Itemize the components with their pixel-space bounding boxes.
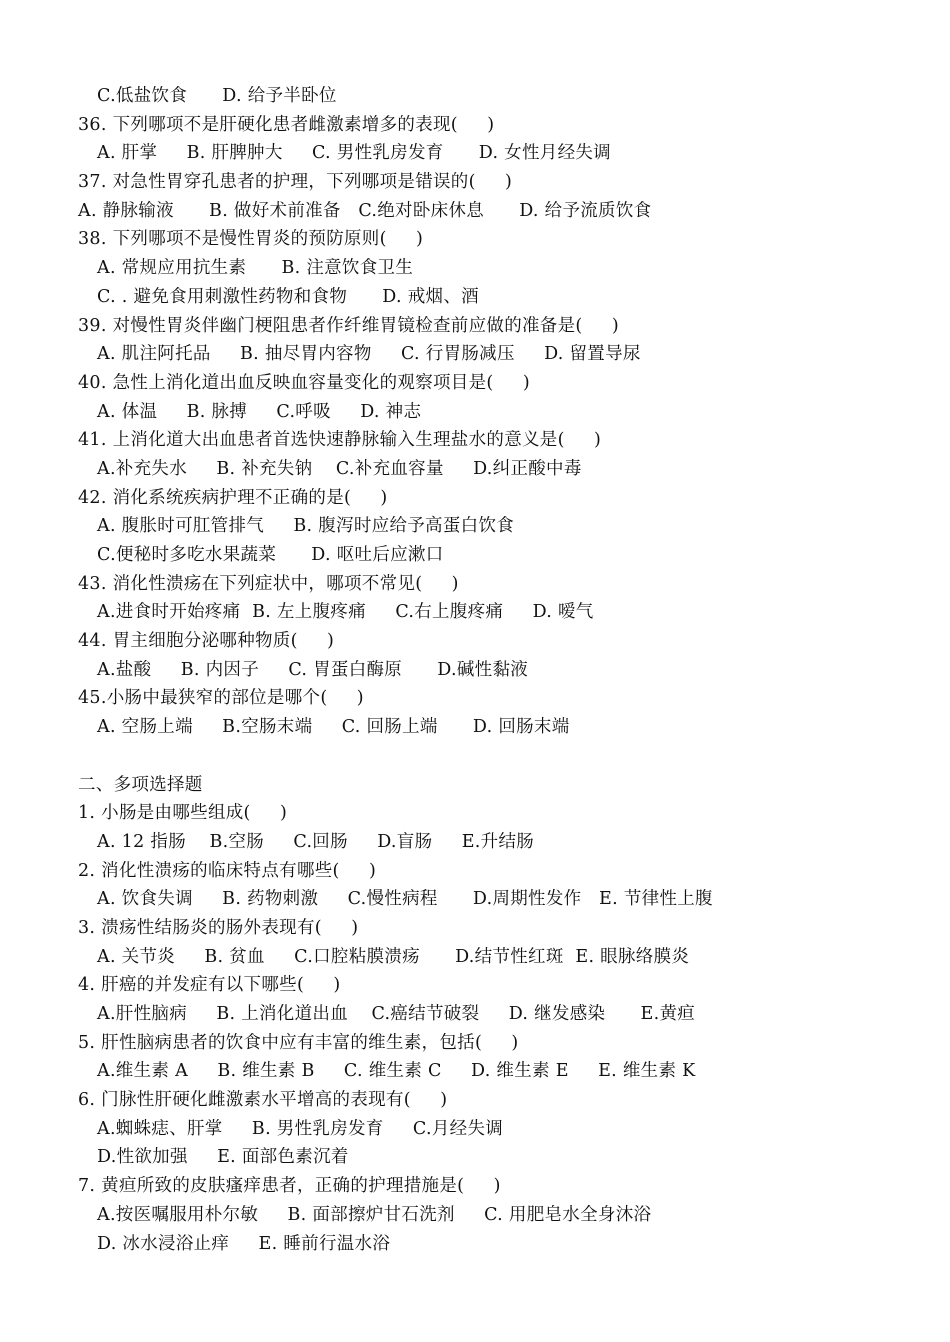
- options-line: A. 饮食失调 B. 药物刺激 C.慢性病程 D.周期性发作 E. 节律性上腹: [97, 889, 713, 910]
- options-line: A. 腹胀时可肛管排气 B. 腹泻时应给予高蛋白饮食: [97, 516, 515, 537]
- question-line: 3. 溃疡性结肠炎的肠外表现有( ): [78, 917, 359, 938]
- question-line: 37. 对急性胃穿孔患者的护理，下列哪项是错误的( ): [78, 172, 513, 193]
- question-line: 45.小肠中最狭窄的部位是哪个( ): [78, 688, 364, 709]
- question-line: 5. 肝性脑病患者的饮食中应有丰富的维生素，包括( ): [78, 1032, 519, 1053]
- options-line: A.进食时开始疼痛 B. 左上腹疼痛 C.右上腹疼痛 D. 嗳气: [97, 602, 594, 623]
- options-line: C.低盐饮食 D. 给予半卧位: [97, 86, 337, 106]
- options-line: C. . 避免食用刺激性药物和食物 D. 戒烟、酒: [97, 286, 479, 307]
- question-line: 二、多项选择题: [78, 774, 203, 795]
- question-line: 44. 胃主细胞分泌哪种物质( ): [78, 631, 335, 652]
- options-line: C.便秘时多吃水果蔬菜 D. 呕吐后应漱口: [97, 545, 444, 565]
- question-line: 41. 上消化道大出血患者首选快速静脉输入生理盐水的意义是( ): [78, 430, 602, 451]
- question-line: 42. 消化系统疾病护理不正确的是( ): [78, 487, 388, 508]
- options-line: A.肝性脑病 B. 上消化道出血 C.癌结节破裂 D. 继发感染 E.黄疸: [97, 1004, 696, 1024]
- options-line: A.补充失水 B. 补充失钠 C.补充血容量 D.纠正酸中毒: [97, 458, 582, 479]
- document-page: [0, 82, 950, 1258]
- question-line: 39. 对慢性胃炎伴幽门梗阻患者作纤维胃镜检查前应做的准备是( ): [78, 315, 619, 336]
- question-line: 4. 肝癌的并发症有以下哪些( ): [78, 975, 341, 996]
- options-line: A. 肌注阿托品 B. 抽尽胃内容物 C. 行胃肠减压 D. 留置导尿: [97, 344, 641, 365]
- options-line: A. 12 指肠 B.空肠 C.回肠 D.盲肠 E.升结肠: [97, 831, 535, 852]
- options-line: A. 静脉输液 B. 做好术前准备 C.绝对卧床休息 D. 给予流质饮食: [78, 200, 652, 221]
- options-line: A. 关节炎 B. 贫血 C.口腔粘膜溃疡 D.结节性红斑 E. 眼脉络膜炎: [97, 946, 690, 967]
- question-line: 2. 消化性溃疡的临床特点有哪些( ): [78, 860, 377, 881]
- question-line: 40. 急性上消化道出血反映血容量变化的观察项目是( ): [78, 372, 530, 393]
- options-line: A.蜘蛛痣、肝掌 B. 男性乳房发育 C.月经失调: [97, 1118, 504, 1139]
- question-line: 36. 下列哪项不是肝硬化患者雌激素增多的表现( ): [78, 114, 495, 135]
- options-line: A.按医嘱服用朴尔敏 B. 面部擦炉甘石洗剂 C. 用肥皂水全身沐浴: [97, 1204, 652, 1225]
- options-line: D.性欲加强 E. 面部色素沉着: [97, 1147, 349, 1168]
- options-line: A. 常规应用抗生素 B. 注意饮食卫生: [97, 258, 414, 279]
- question-line: 6. 门脉性肝硬化雌激素水平增高的表现有( ): [78, 1090, 448, 1111]
- question-line: 43. 消化性溃疡在下列症状中，哪项不常见( ): [78, 573, 459, 594]
- question-line: 1. 小肠是由哪些组成( ): [78, 803, 288, 824]
- options-line: A. 空肠上端 B.空肠末端 C. 回肠上端 D. 回肠末端: [97, 717, 570, 738]
- options-line: A.盐酸 B. 内因子 C. 胃蛋白酶原 D.碱性黏液: [97, 659, 529, 680]
- options-line: A.维生素 A B. 维生素 B C. 维生素 C D. 维生素 E E. 维生素 K: [97, 1061, 696, 1082]
- options-line: D. 冰水浸浴止痒 E. 睡前行温水浴: [97, 1233, 391, 1254]
- options-line: A. 体温 B. 脉搏 C.呼吸 D. 神志: [97, 401, 422, 422]
- question-line: 38. 下列哪项不是慢性胃炎的预防原则( ): [78, 229, 424, 250]
- blank-line: [0, 742, 950, 771]
- options-line: A. 肝掌 B. 肝脾肿大 C. 男性乳房发育 D. 女性月经失调: [97, 143, 611, 164]
- question-line: 7. 黄疸所致的皮肤瘙痒患者，正确的护理措施是( ): [78, 1176, 501, 1197]
